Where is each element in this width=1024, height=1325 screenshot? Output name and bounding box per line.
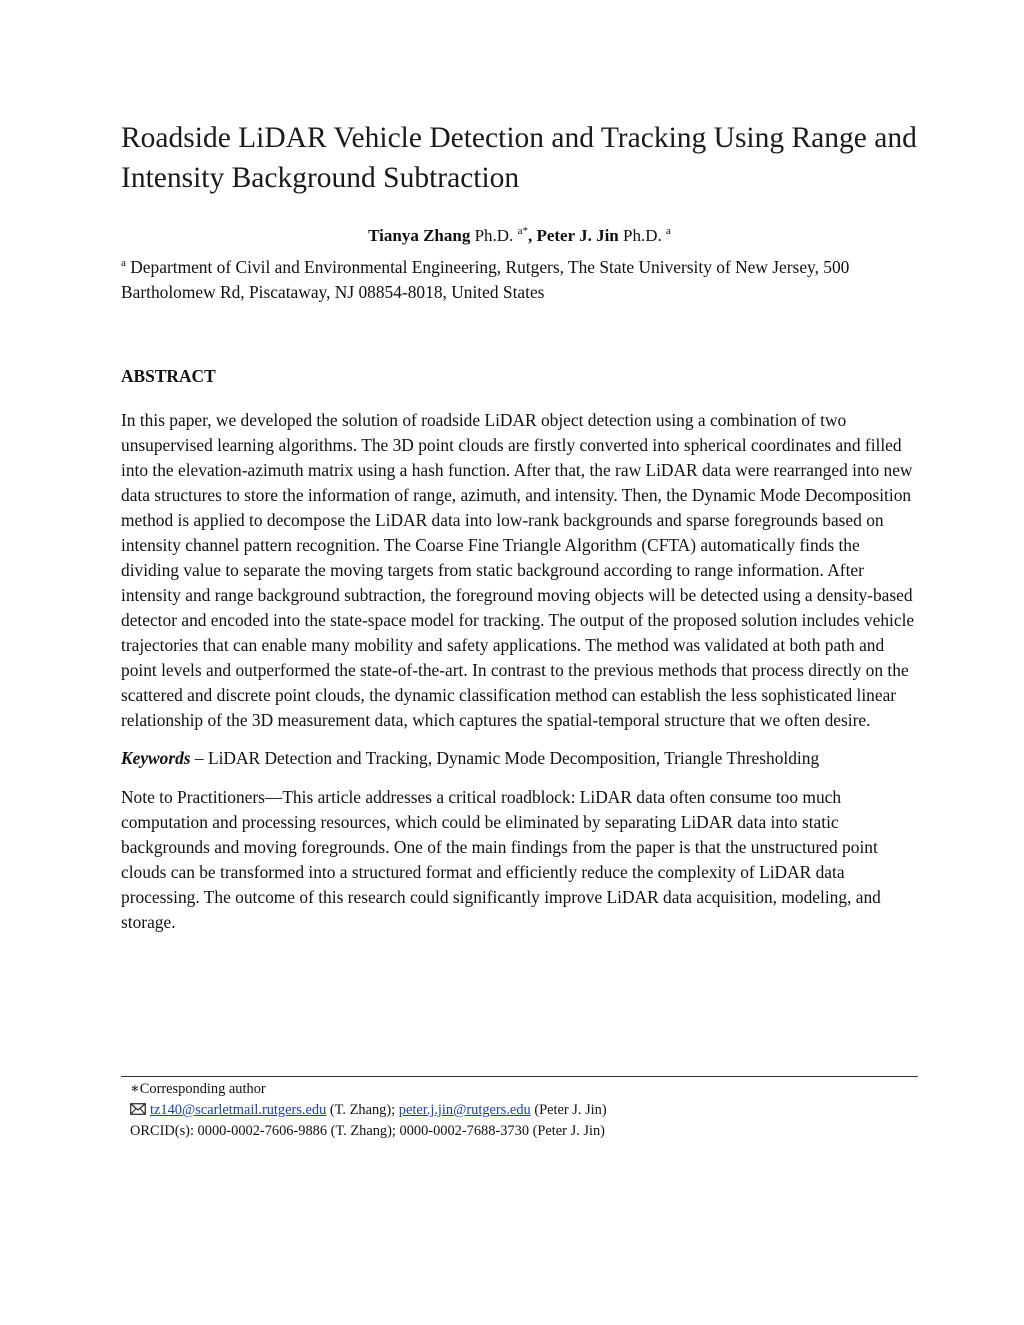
email-owner-zhang: (T. Zhang); xyxy=(326,1102,399,1118)
footnotes xyxy=(130,1079,910,1142)
footnote-divider xyxy=(121,1076,918,1077)
affiliation-text: Department of Civil and Environmental Engineering, Rutgers, The State University of New Jersey, 500 Bartholomew Rd, Piscataway, NJ 08854-8018, United States xyxy=(121,257,850,302)
author-1-affiliation-mark: a* xyxy=(517,225,528,237)
affiliation xyxy=(121,255,918,305)
author-2-name: Peter J. Jin xyxy=(536,226,619,245)
note-to-practitioners: Note to Practitioners—This article addresses a critical roadblock: LiDAR data often consume too much computation and processing resources, which could be eliminated by separating LiDAR data into static backgrounds and moving foregrounds. One of the main findings from the paper is that the unstructured point clouds can be transformed into a structured format and efficiently reduce the complexity of LiDAR data processing. The outcome of this research could significantly improve LiDAR data acquisition, modeling, and storage. xyxy=(121,787,881,932)
email-link-zhang[interactable]: tz140@scarletmail.rutgers.edu xyxy=(150,1102,327,1118)
orcid-line: ORCID(s): 0000-0002-7606-9886 (T. Zhang); 0000-0002-7688-3730 (Peter J. Jin) xyxy=(130,1123,605,1139)
author-separator: , xyxy=(527,226,533,245)
author-2-affiliation-mark: a xyxy=(666,225,671,237)
keywords xyxy=(121,746,918,771)
email-line xyxy=(130,1100,910,1121)
affiliation-mark: a xyxy=(121,257,126,269)
author-2-degree: Ph.D. xyxy=(623,226,662,245)
abstract-body: In this paper, we developed the solution of roadside LiDAR object detection using a combination of two unsupervised learning algorithms. The 3D point clouds are firstly converted into spherical coordinates and filled into the elevation-azimuth matrix using a hash function. After that, the raw LiDAR data were rearranged into new data structures to store the information of range, azimuth, and intensity. Then, the Dynamic Mode Decomposition method is applied to decompose the LiDAR data into low-rank backgrounds and sparse foregrounds based on intensity channel pattern recognition. The Coarse Fine Triangle Algorithm (CFTA) automatically finds the dividing value to separate the moving targets from static background according to range information. After intensity and range background subtraction, the foreground moving objects will be detected using a density-based detector and encoded into the state-space model for tracking. The output of the proposed solution includes vehicle trajectories that can enable many mobility and safety applications. The method was validated at both path and point levels and outperformed the state-of-the-art. In contrast to the previous methods that process directly on the scattered and discrete point clouds, the dynamic classification method can establish the less sophisticated linear relationship of the 3D measurement data, which captures the spatial-temporal structure that we often desire. xyxy=(121,410,915,730)
keywords-label: Keywords xyxy=(121,748,191,768)
paper-page xyxy=(121,118,918,935)
envelope-icon xyxy=(130,1101,146,1113)
author-line xyxy=(121,225,918,247)
keywords-text: – LiDAR Detection and Tracking, Dynamic Mode Decomposition, Triangle Thresholding xyxy=(190,748,820,768)
corresponding-author-note: ∗Corresponding author xyxy=(130,1081,266,1097)
paper-title: Roadside LiDAR Vehicle Detection and Tracking Using Range and Intensity Background Subtraction xyxy=(121,122,917,194)
abstract-heading: ABSTRACT xyxy=(121,366,216,386)
email-owner-jin: (Peter J. Jin) xyxy=(530,1102,607,1118)
author-1-name: Tianya Zhang xyxy=(368,226,471,245)
author-1-degree: Ph.D. xyxy=(474,226,514,245)
email-link-jin[interactable]: peter.j.jin@rutgers.edu xyxy=(398,1102,531,1118)
